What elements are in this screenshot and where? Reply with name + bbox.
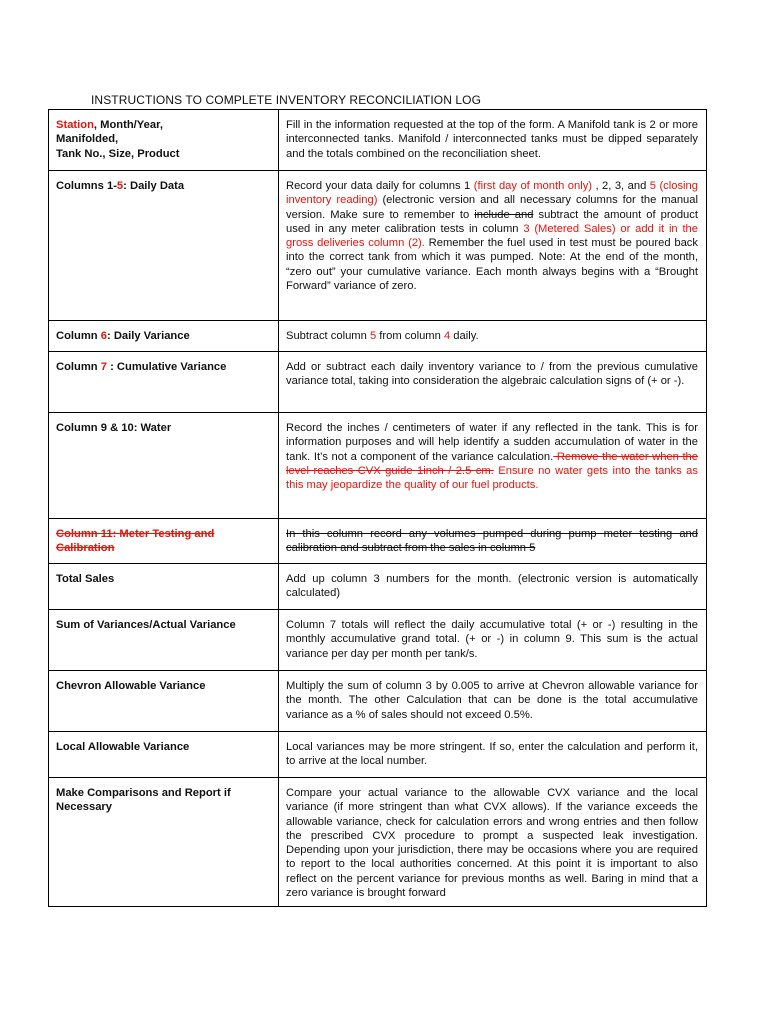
label-red-number: 5 <box>116 180 124 192</box>
row-description: Fill in the information requested at the top of the form. A Manifold tank is 2 or more interconnected tanks. Manifold / interconnected tanks must be dipped separately and the totals combined on the reconciliation sheet. <box>279 110 707 171</box>
desc-text: from column <box>376 330 444 342</box>
row-description: Multiply the sum of column 3 by 0.005 to arrive at Chevron allowable variance for the month. The other Calculation that can be done is the total accumulative variance as a % of sales should not exceed 0.5%. <box>279 671 707 732</box>
row-label <box>49 321 279 352</box>
row-label: Column 9 & 10: Water <box>49 413 279 519</box>
desc-text: (electronic version and all necessary columns for the manual version. Make sure to remember to <box>286 194 698 221</box>
row-label: Chevron Allowable Variance <box>49 671 279 732</box>
row-description: Local variances may be more stringent. If so, enter the calculation and perform it, to arrive at the local number. <box>279 732 707 778</box>
label-text: : Daily Variance <box>106 330 190 342</box>
row-description: Column 7 totals will reflect the daily accumulative total (+ or -) resulting in the monthly accumulative grand total. (+ or -) in column 9. This sum is the actual variance per day per month per tank/s. <box>279 610 707 671</box>
reconciliation-instructions-table <box>48 109 707 907</box>
desc-text: , 2, 3, and <box>592 180 650 192</box>
table-row <box>49 352 707 413</box>
table-row <box>49 110 707 171</box>
table-row <box>49 671 707 732</box>
desc-text: Remember the fuel used in test must be poured back into the correct tank from which it was pumped. Note: At the end of the month, “zero out” your cumulative variance. Each month always begins with a “Brought Forward” variance of zero. <box>286 237 698 293</box>
row-label: Column 11: Meter Testing and Calibration <box>49 519 279 564</box>
row-label: Make Comparisons and Report if Necessary <box>49 778 279 907</box>
label-red-number: 6 <box>100 330 107 342</box>
label-tank-product: Tank No., Size, Product <box>56 147 180 160</box>
table-row <box>49 413 707 519</box>
desc-strike-text: include and <box>474 208 534 221</box>
table-row <box>49 519 707 564</box>
row-label: Local Allowable Variance <box>49 732 279 778</box>
row-label <box>49 110 279 171</box>
row-description: Add up column 3 numbers for the month. (electronic version is automatically calculated) <box>279 564 707 610</box>
table-row <box>49 321 707 352</box>
label-text: Columns 1- <box>56 180 117 192</box>
row-description <box>279 413 707 519</box>
desc-red-text: (first day of month only) <box>473 180 593 192</box>
desc-text: Subtract column <box>286 330 370 342</box>
row-description: Add or subtract each daily inventory variance to / from the previous cumulative variance total, taking into consideration the algebraic calculation signs of (+ or -). <box>279 352 707 413</box>
row-description: In this column record any volumes pumped during pump meter testing and calibration and subtract from the sales in column 5 <box>279 519 707 564</box>
table-row <box>49 171 707 321</box>
table-row <box>49 778 707 907</box>
row-description <box>279 321 707 352</box>
label-text: Column <box>56 330 101 342</box>
row-label: Sum of Variances/Actual Variance <box>49 610 279 671</box>
label-text: : Cumulative Variance <box>106 361 227 373</box>
row-label <box>49 171 279 321</box>
label-text: Column <box>56 361 101 373</box>
row-label: Total Sales <box>49 564 279 610</box>
row-description: Compare your actual variance to the allowable CVX variance and the local variance (if more stringent than what CVX allows). If the variance exceeds the allowable variance, check for calculation errors and wrong entries and then follow the prescribed CVX procedure to prompt a suspected leak investigation. Depending upon your jurisdiction, there may be occasions where you are required to report to the local authorities concerned. At this point it is important to also reflect on the percent variance for previous months as well. Baring in mind that a zero variance is brought forward <box>279 778 707 907</box>
table-row <box>49 564 707 610</box>
desc-red-strike-text: Remove the water when the level reaches CVX guide 1inch / 2.5 cm. <box>286 450 699 477</box>
desc-text: daily. <box>450 330 479 342</box>
desc-red-text: Ensure no water gets into the tanks as this may jeopardize the quality of our fuel products. <box>286 464 699 492</box>
desc-text: Record the inches / centimeters of water if any reflected in the tank. This is for information purposes and will help identify a sudden accumulation of water in the tank. It’s not a component of the variance calculation. <box>286 422 698 463</box>
desc-text: subtract the amount of product used in any meter calibration tests in column <box>286 208 698 235</box>
label-station: Station <box>56 119 94 131</box>
row-label <box>49 352 279 413</box>
table-row <box>49 610 707 671</box>
desc-red-text: 3 (Metered Sales) or add it in the gross deliveries column (2). <box>286 222 698 250</box>
label-manifolded: Manifolded, <box>56 133 119 146</box>
label-red-number: 7 <box>100 361 107 373</box>
label-month-year: , Month/Year, <box>93 119 163 131</box>
desc-red-text: (closing inventory reading) <box>286 180 698 207</box>
desc-red-text: 4 <box>443 330 451 342</box>
desc-red-text: 5 <box>369 330 377 342</box>
label-text: : Daily Data <box>123 180 185 192</box>
document-title: INSTRUCTIONS TO COMPLETE INVENTORY RECONCILIATION LOG <box>91 93 482 107</box>
desc-red-text: 5 <box>649 180 656 192</box>
desc-text: Record your data daily for columns 1 <box>286 180 474 192</box>
row-description <box>279 171 707 321</box>
table-row <box>49 732 707 778</box>
